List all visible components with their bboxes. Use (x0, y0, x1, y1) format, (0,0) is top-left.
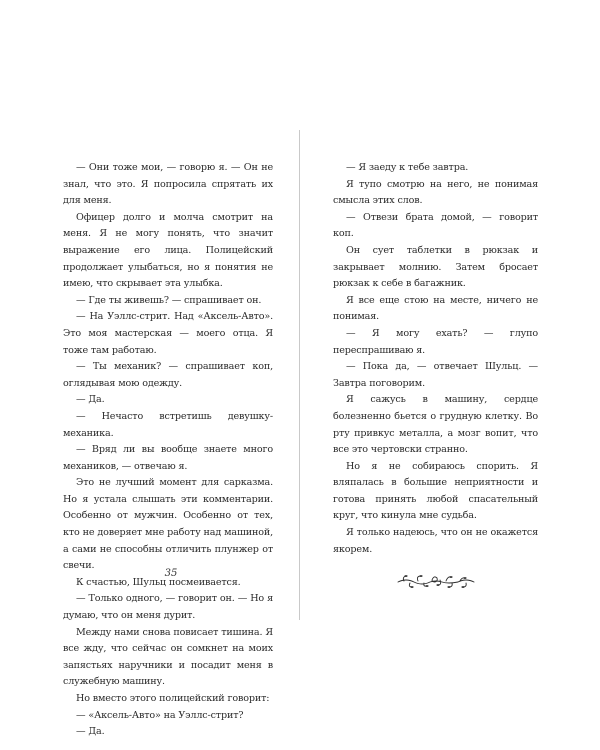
paragraph: — Да. (76, 394, 105, 406)
paragraph: — Только одного, — говорит он. — Но я думаю, что он меня дурит. (63, 593, 273, 622)
paragraph: — На Уэллс-стрит. Над «Аксель-Авто». Это моя мастерская — моего отца. Я тоже там работаю. (63, 311, 273, 356)
paragraph: — Вряд ли вы вообще знаете много механиков, — отвечаю я. (63, 444, 273, 472)
page-number: 35 (164, 568, 178, 579)
paragraph: Между нами снова повисает тишина. Я все жду, что сейчас он сомкнет на моих запястьях наручники и посадит меня в служебную машину. (63, 626, 273, 688)
paragraph: — Они тоже мои, — говорю я. — Он не знал, что это. Я попросила спрятать их для меня. (63, 162, 273, 207)
paragraph: — Да. (76, 726, 105, 738)
paragraph: — Нечасто встретишь девушку-механика. (63, 410, 273, 439)
paragraph: — Я заеду к тебе завтра. (346, 162, 469, 173)
paragraph: — Где ты живешь? — спрашивает он. (76, 294, 262, 306)
paragraph: Но я не собираюсь спорить. Я вляпалась в большие неприятности и готова принять любой спасательный круг, что кинула мне судьба. (333, 460, 538, 522)
paragraph: Это не лучший момент для сарказма. Но я устала слышать эти комментарии. Особенно от мужчин. Особенно от тех, кто не доверяет мне работу над машиной, а сами не способны отличить плунжер от свечи. (63, 477, 273, 572)
paragraph: — «Аксель-Авто» на Уэллс-стрит? (76, 709, 244, 721)
paragraph: — Я могу ехать? — глупо переспрашиваю я. (333, 327, 538, 356)
paragraph: Я тупо смотрю на него, не понимая смысла этих слов. (333, 178, 538, 207)
paragraph: Я только надеюсь, что он не окажется якорем. (333, 527, 538, 555)
page-fold-divider (299, 130, 300, 620)
paragraph: — Отвези брата домой, — говорит коп. (333, 211, 538, 240)
paragraph: Я все еще стою на месте, ничего не понимая. (333, 294, 538, 323)
paragraph: Офицер долго и молча смотрит на меня. Я не могу понять, что значит выражение его лица. Полицейский продолжает улыбаться, но я понятия не имею, что скрывает эта улыбка. (63, 211, 273, 290)
right-page (333, 160, 538, 590)
floral-vine-ornament-icon (396, 572, 476, 590)
paragraph: — Пока да, — отвечает Шульц. — Завтра поговорим. (333, 361, 538, 389)
paragraph: — Ты механик? — спрашивает коп, оглядывая мою одежду. (63, 361, 273, 389)
paragraph: Я сажусь в машину, сердце болезненно бьется о грудную клетку. Во рту привкус металла, а мозг вопит, что все это чертовски странно. (333, 394, 538, 456)
paragraph: Но вместо этого полицейский говорит: (76, 693, 270, 704)
left-page (63, 160, 273, 741)
paragraph: Он сует таблетки в рюкзак и закрывает молнию. Затем бросает рюкзак к себе в багажник. (333, 244, 538, 290)
paragraph: К счастью, Шульц посмеивается. (76, 576, 241, 588)
